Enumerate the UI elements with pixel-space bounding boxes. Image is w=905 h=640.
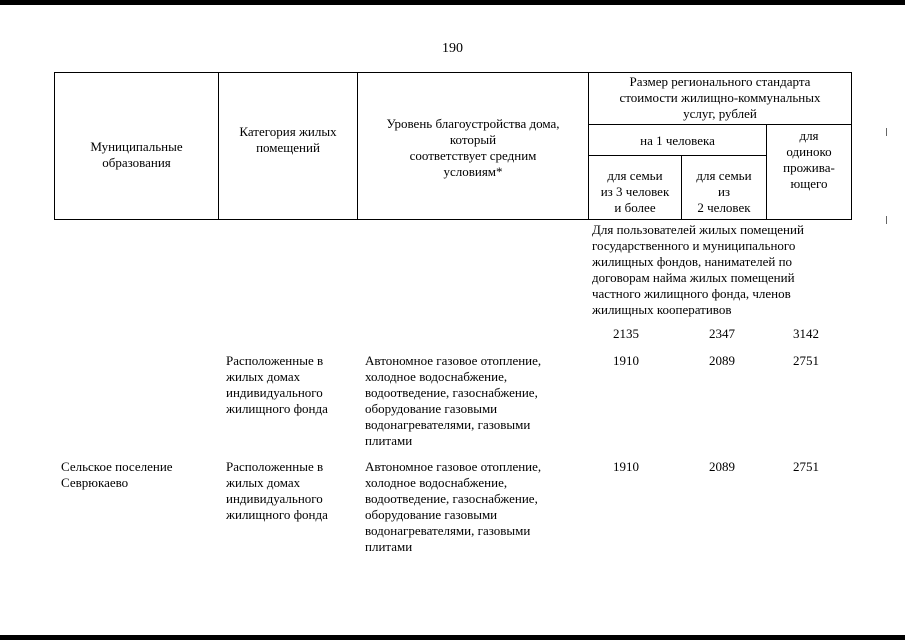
scan-border-top [0, 0, 905, 5]
header-family3: для семьи из 3 человек и более [600, 168, 670, 215]
scan-artifact [886, 216, 887, 224]
cell-level: Автономное газовое отопление, холодное водоснабжение, водоотведение, газоснабжение, оборудование газовыми водонагревателями, газовыми плитами [365, 353, 542, 448]
header-category: Категория жилых помещений [239, 124, 337, 155]
header-family2: для семьи из 2 человек [696, 168, 752, 215]
page-number: 190 [442, 41, 463, 56]
value-family2: 2089 [709, 353, 735, 368]
value-family3: 1910 [613, 459, 639, 474]
cell-category: Расположенные в жилых домах индивидуального жилищного фонда [226, 459, 328, 522]
value-family2: 2347 [709, 326, 735, 341]
header-standard: Размер регионального стандарта стоимости жилищно-коммунальных услуг, рублей [619, 74, 821, 121]
value-family3: 2135 [613, 326, 639, 341]
value-single: 2751 [793, 459, 819, 474]
value-single: 3142 [793, 326, 819, 341]
cell-category: Расположенные в жилых домах индивидуального жилищного фонда [226, 353, 328, 416]
value-family2: 2089 [709, 459, 735, 474]
header-single: для одиноко прожива- ющего [783, 128, 835, 191]
scan-border-bottom [0, 635, 905, 640]
header-level: Уровень благоустройства дома, который соответствует средним условиям* [386, 116, 560, 179]
header-municipality: Муниципальные образования [90, 139, 183, 170]
header-per-person: на 1 человека [640, 133, 715, 148]
value-family3: 1910 [613, 353, 639, 368]
scan-artifact [886, 128, 887, 136]
value-single: 2751 [793, 353, 819, 368]
section-note: Для пользователей жилых помещений государственного и муниципального жилищных фондов, нанимателей по договорам найма жилых помещений частного жилищного фонда, членов жилищных кооперативов [592, 222, 804, 317]
cell-municipality: Сельское поселение Севрюкаево [61, 459, 173, 490]
cell-level: Автономное газовое отопление, холодное водоснабжение, водоотведение, газоснабжение, оборудование газовыми водонагревателями, газовыми плитами [365, 459, 542, 554]
